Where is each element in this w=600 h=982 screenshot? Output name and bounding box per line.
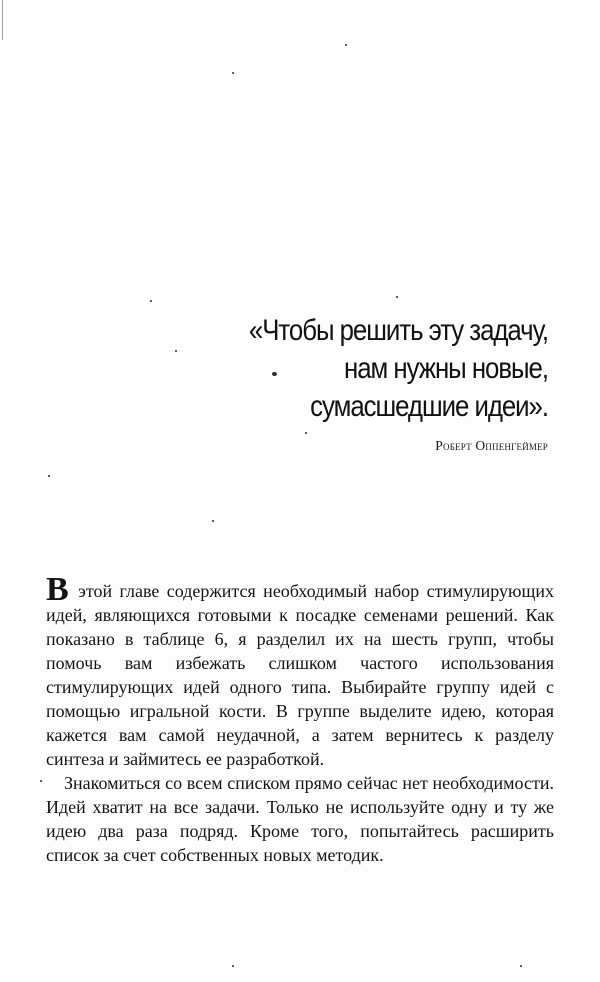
scan-speck [232,72,234,74]
paragraph: Знакомиться со всем списком прямо сейчас нет необходимости. Идей хватит на все задачи. Только не используйте одну и ту же идею два раза подряд. Кроме того, попытайтесь расширить список за счет собственных новых методик. [46,773,554,865]
paragraph [46,571,554,771]
scan-speck [232,965,234,967]
scan-speck [212,520,214,522]
epigraph-line: нам нужны новые, [343,352,548,385]
epigraph [168,312,548,454]
epigraph-line: сумасшедшие идеи». [310,390,548,423]
epigraph-attribution: Роберт Оппенгеймер [435,438,548,453]
scan-speck [396,296,398,298]
scan-speck [48,475,50,477]
scan-speck [520,965,522,967]
body-text [46,571,554,867]
paragraph-text: этой главе содержится необходимый набор стимулирующих идей, являющихся готовыми к посадке семенами решений. Как показано в таблице 6, я разделил их на шесть групп, чтобы помочь вам избежать слишком частого использования стимулирующих идей одного типа. Выбирайте группу идей с помощью игральной кости. В группе выделите идею, которая кажется вам самой неудачной, а затем вернитесь к разделу синтеза и займитесь ее разработкой. [46,581,554,769]
scan-speck [345,44,347,46]
scan-speck [150,300,152,302]
drop-cap: В [46,571,69,608]
scan-speck [40,780,42,782]
epigraph-line: «Чтобы решить эту задачу, [248,314,548,347]
page-edge-mark [2,0,3,40]
